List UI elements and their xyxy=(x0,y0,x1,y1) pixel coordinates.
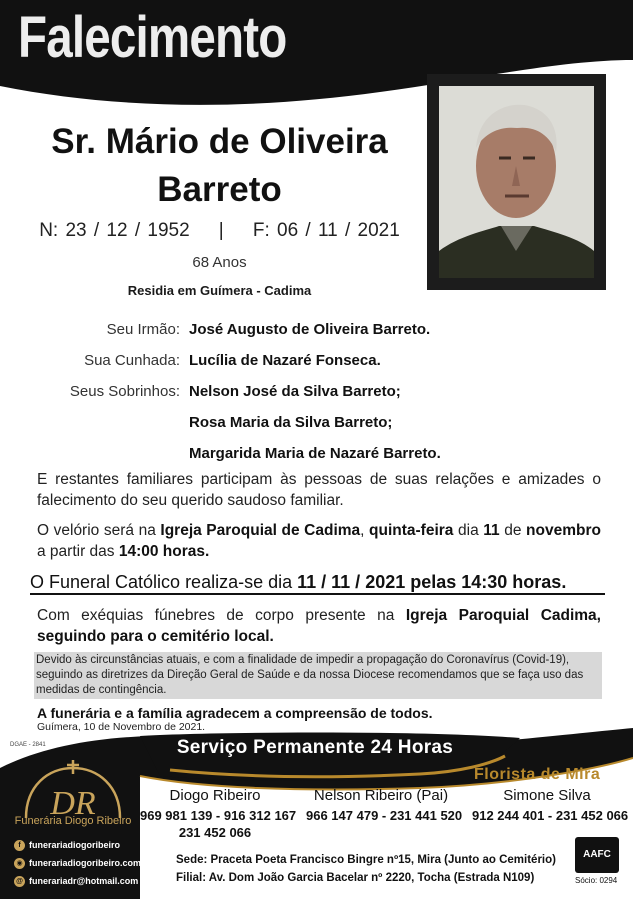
wake-weekday: quinta-feira xyxy=(369,522,454,539)
relative-name: Rosa Maria da Silva Barreto; xyxy=(189,414,393,431)
wake-text: , xyxy=(360,522,370,539)
relative-row xyxy=(0,438,633,469)
relative-label: Seus Sobrinhos: xyxy=(69,383,180,400)
relatives-list xyxy=(0,314,633,474)
funeral-text: O Funeral Católico realiza-se dia xyxy=(30,572,298,592)
age: 68 Anos xyxy=(192,254,247,271)
deceased-name-line1: Sr. Mário de Oliveira xyxy=(51,122,388,161)
social-label: funerariadiogoribeiro xyxy=(29,840,121,850)
email-icon: @ xyxy=(14,876,25,887)
exequies-text: Com exéquias fúnebres de corpo presente na xyxy=(37,607,406,624)
portrait-frame xyxy=(427,74,606,290)
relative-label: Seu Irmão: xyxy=(106,321,180,338)
portrait-photo xyxy=(439,86,594,278)
wake-church: Igreja Paroquial de Cadima xyxy=(160,522,361,539)
social-label: funerariadr@hotmail.com xyxy=(29,876,139,886)
service-banner: Serviço Permanente 24 Horas xyxy=(176,737,454,758)
contact-phone[interactable]: 966 147 479 - 231 441 520 xyxy=(306,808,463,823)
contact-name: Diogo Ribeiro xyxy=(169,787,261,804)
relative-row xyxy=(0,345,633,376)
address-branch: Filial: Av. Dom João Garcia Bacelar nº 2220, Tocha (Estrada N109) xyxy=(176,872,535,884)
contact-name: Nelson Ribeiro (Pai) xyxy=(313,787,449,804)
contact-name: Simone Silva xyxy=(503,787,591,804)
contact-phone[interactable]: 912 244 401 - 231 452 066 xyxy=(472,808,629,823)
globe-icon: ◉ xyxy=(14,858,25,869)
wake-text: a partir das xyxy=(37,543,119,560)
page-title: Falecimento xyxy=(18,5,287,70)
association-seal: AAFC xyxy=(575,837,619,873)
birth-death-dates: N: 23 / 12 / 1952 | F: 06 / 11 / 2021 xyxy=(39,220,400,241)
dgae-code: DGAE - 2841 xyxy=(10,742,46,748)
relative-row xyxy=(0,407,633,438)
announcement-paragraph: E restantes familiares participam às pessoas de suas relações e amizades o falecimento do seu querido saudoso familiar. xyxy=(37,471,601,509)
wake-day: 11 xyxy=(483,522,500,539)
facebook-icon: f xyxy=(14,840,25,851)
contact-simone xyxy=(472,787,629,824)
contact-phone[interactable]: 969 981 139 - 916 312 167 xyxy=(140,808,297,823)
relative-name: José Augusto de Oliveira Barreto. xyxy=(189,321,431,338)
contact-diogo xyxy=(140,787,297,841)
florist-name: Florista de Mira xyxy=(474,766,601,783)
exequies-church: Igreja Paroquial Cadima, seguindo para o cemitério local. xyxy=(37,607,601,645)
social-website[interactable] xyxy=(14,856,141,870)
contact-nelson xyxy=(306,787,463,824)
wake-month: novembro xyxy=(526,522,601,539)
place-date: Guímera, 10 de Novembro de 2021. xyxy=(37,721,206,733)
residence: Residia em Guímera - Cadima xyxy=(127,283,312,298)
relative-row xyxy=(0,376,633,407)
wake-text: dia xyxy=(453,522,484,539)
relative-name: Margarida Maria de Nazaré Barreto. xyxy=(189,445,441,462)
wake-time: 14:00 horas. xyxy=(118,543,210,560)
social-email[interactable] xyxy=(14,874,138,888)
funeral-home-name: Funerária Diogo Ribeiro xyxy=(14,815,132,827)
deceased-name-line2: Barreto xyxy=(157,170,282,209)
funeral-datetime: 11 / 11 / 2021 pelas 14:30 horas. xyxy=(297,572,567,592)
social-facebook[interactable] xyxy=(14,838,120,852)
address-head-office: Sede: Praceta Poeta Francisco Bingre nº15, Mira (Junto ao Cemitério) xyxy=(176,854,556,866)
wake-text: de xyxy=(499,522,527,539)
member-number: Sócio: 0294 xyxy=(575,876,618,885)
wake-text: O velório será na xyxy=(37,522,161,539)
relative-row xyxy=(0,314,633,345)
contact-phone[interactable]: 231 452 066 xyxy=(178,825,252,840)
covid-notice: Devido às circunstâncias atuais, e com a finalidade de impedir a propagação do Coronavírus (Covid-19), seguindo as diretrizes da Direção Geral de Saúde e da nossa Diocese recomendamos que se faça uso das medidas de contingência. xyxy=(34,652,602,699)
thanks-line: A funerária e a família agradecem a compreensão de todos. xyxy=(37,705,433,721)
relative-name: Nelson José da Silva Barreto; xyxy=(189,383,401,400)
deceased-name xyxy=(22,118,417,214)
relative-name: Lucília de Nazaré Fonseca. xyxy=(189,352,381,369)
wake-paragraph xyxy=(37,520,601,562)
exequies-paragraph xyxy=(37,605,601,647)
relative-label: Sua Cunhada: xyxy=(84,352,180,369)
social-label: funerariadiogoribeiro.com xyxy=(29,858,142,868)
funeral-line xyxy=(30,571,605,595)
logo-initials: DR xyxy=(50,785,96,822)
